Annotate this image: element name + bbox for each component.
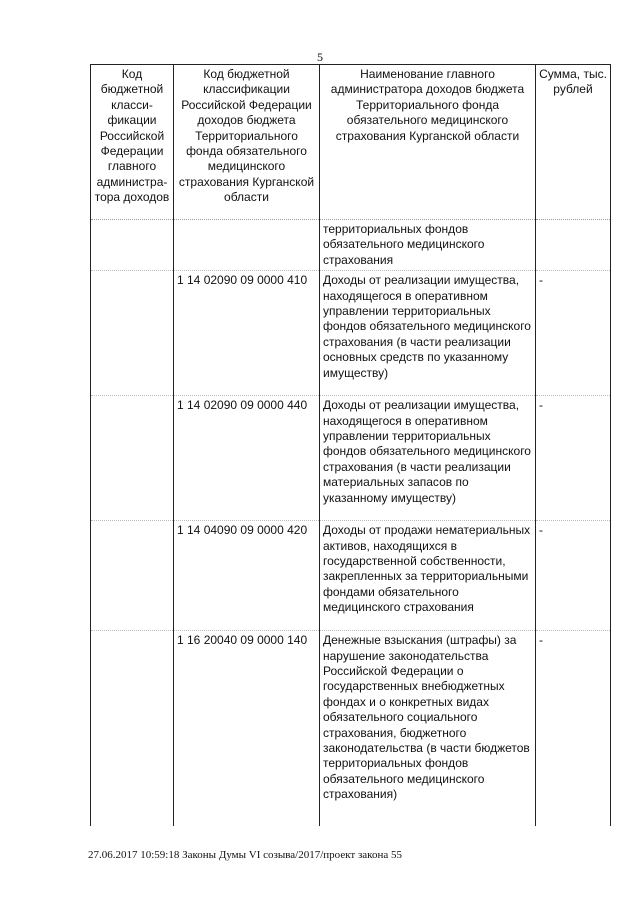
table-row	[91, 631, 611, 826]
cell-admin-code	[91, 631, 174, 826]
header-admin-code: Код бюджетной класси-фикации Российской Федерации главного администра-тора доходов	[91, 65, 174, 220]
cell-budget-code	[174, 220, 320, 271]
cell-name: Доходы от продажи нематериальных активов, находящихся в государственной собственности, закрепленных за территориальными фондами обязательного медицинского страхования	[320, 521, 536, 631]
cell-admin-code	[91, 521, 174, 631]
cell-budget-code: 1 14 02090 09 0000 440	[174, 396, 320, 521]
cell-sum: -	[536, 521, 611, 631]
cell-sum	[536, 220, 611, 271]
table-row	[91, 220, 611, 271]
revenue-classification-table	[90, 64, 611, 826]
cell-name: Доходы от реализации имущества, находящегося в оперативном управлении территориальных фондов обязательного медицинского страхования (в части реализации материальных запасов по указанному имуществу)	[320, 396, 536, 521]
cell-admin-code	[91, 271, 174, 396]
cell-name: Доходы от реализации имущества, находящегося в оперативном управлении территориальных фондов обязательного медицинского страхования (в части реализации основных средств по указанному имуществу)	[320, 271, 536, 396]
header-sum: Сумма, тыс. рублей	[536, 65, 611, 220]
header-budget-code: Код бюджетной классификации Российской Федерации доходов бюджета Территориального фонда обязательного медицинского страхования Курганской области	[174, 65, 320, 220]
cell-name: территориальных фондов обязательного медицинского страхования	[320, 220, 536, 271]
table-row	[91, 521, 611, 631]
header-admin-name: Наименование главного администратора доходов бюджета Территориального фонда обязательного медицинского страхования Курганской области	[320, 65, 536, 220]
page-number: 5	[317, 50, 323, 64]
cell-admin-code	[91, 396, 174, 521]
cell-admin-code	[91, 220, 174, 271]
cell-name: Денежные взыскания (штрафы) за нарушение законодательства Российской Федерации о государственных внебюджетных фондах и о конкретных видах обязательного социального страхования, бюджетного законодательства (в части бюджетов территориальных фондов обязательного медицинского страхования)	[320, 631, 536, 826]
cell-budget-code: 1 14 02090 09 0000 410	[174, 271, 320, 396]
cell-budget-code: 1 16 20040 09 0000 140	[174, 631, 320, 826]
table-header-row	[91, 65, 611, 220]
document-footer: 27.06.2017 10:59:18 Законы Думы VI созыва/2017/проект закона 55	[88, 849, 402, 861]
cell-sum: -	[536, 271, 611, 396]
table-row	[91, 271, 611, 396]
cell-budget-code: 1 14 04090 09 0000 420	[174, 521, 320, 631]
cell-sum: -	[536, 396, 611, 521]
table-row	[91, 396, 611, 521]
cell-sum: -	[536, 631, 611, 826]
